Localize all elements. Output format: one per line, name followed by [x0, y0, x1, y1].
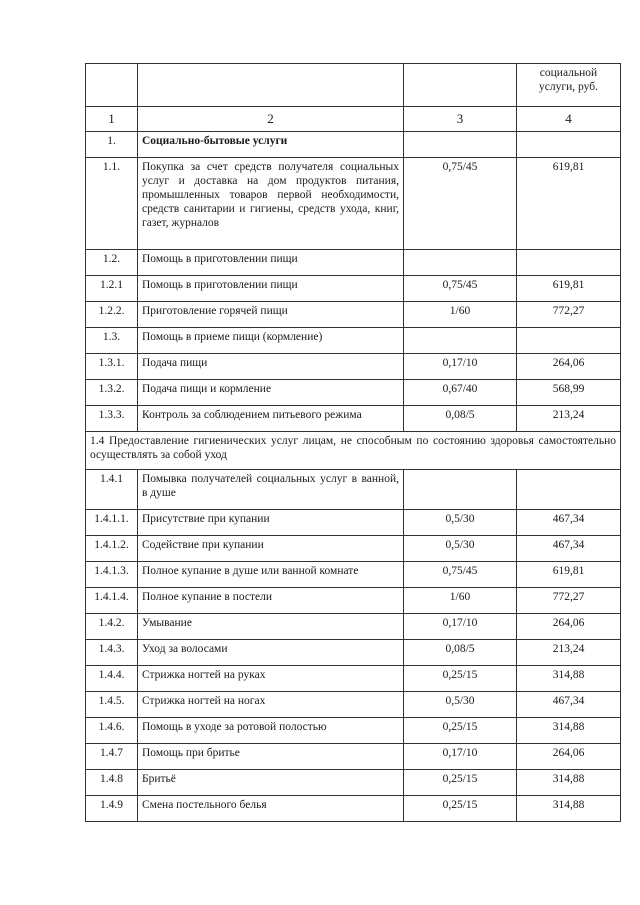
- table-row: [86, 588, 621, 614]
- header-cell-3: [404, 64, 517, 107]
- row-number: 1.4.7: [86, 744, 138, 770]
- table-row: [86, 510, 621, 536]
- service-price: [517, 470, 621, 510]
- service-price: 264,06: [517, 614, 621, 640]
- table-body: [86, 64, 621, 822]
- table-row: [86, 692, 621, 718]
- table-row: [86, 250, 621, 276]
- service-name: Стрижка ногтей на руках: [138, 666, 404, 692]
- service-price: 314,88: [517, 770, 621, 796]
- column-number-1: 1: [86, 107, 138, 132]
- service-name: Содействие при купании: [138, 536, 404, 562]
- table-row: [86, 640, 621, 666]
- service-name: Приготовление горячей пищи: [138, 302, 404, 328]
- table-row: [86, 354, 621, 380]
- service-price: 619,81: [517, 158, 621, 250]
- table-row: [86, 770, 621, 796]
- service-price: [517, 132, 621, 158]
- table-row: [86, 562, 621, 588]
- service-name: Помощь в приготовлении пищи: [138, 276, 404, 302]
- time-norm: 0,17/10: [404, 744, 517, 770]
- service-price: [517, 328, 621, 354]
- time-norm: 0,5/30: [404, 692, 517, 718]
- service-price: 619,81: [517, 562, 621, 588]
- service-name: Контроль за соблюдением питьевого режима: [138, 406, 404, 432]
- section-row: [86, 432, 621, 470]
- service-name: Полное купание в постели: [138, 588, 404, 614]
- service-price: 314,88: [517, 718, 621, 744]
- table-row: [86, 406, 621, 432]
- row-number: 1.4.1.4.: [86, 588, 138, 614]
- service-name: Бритьё: [138, 770, 404, 796]
- row-number: 1.: [86, 132, 138, 158]
- table-row: [86, 536, 621, 562]
- time-norm: 0,25/15: [404, 796, 517, 822]
- service-name: Уход за волосами: [138, 640, 404, 666]
- row-number: 1.3.3.: [86, 406, 138, 432]
- table-row: [86, 718, 621, 744]
- column-number-4: 4: [517, 107, 621, 132]
- service-price: 467,34: [517, 536, 621, 562]
- row-number: 1.4.3.: [86, 640, 138, 666]
- row-number: 1.3.1.: [86, 354, 138, 380]
- table-row: [86, 470, 621, 510]
- time-norm: 0,08/5: [404, 406, 517, 432]
- time-norm: 0,25/15: [404, 770, 517, 796]
- row-number: 1.4.1.2.: [86, 536, 138, 562]
- service-price: 467,34: [517, 692, 621, 718]
- table-row: [86, 132, 621, 158]
- table-row: [86, 276, 621, 302]
- service-price: 467,34: [517, 510, 621, 536]
- section-heading: 1.4 Предоставление гигиенических услуг лицам, не способным по состоянию здоровья самостоятельно осуществлять за собой уход: [86, 432, 621, 470]
- time-norm: 0,5/30: [404, 510, 517, 536]
- service-price: 568,99: [517, 380, 621, 406]
- service-name: Подача пищи и кормление: [138, 380, 404, 406]
- time-norm: 0,5/30: [404, 536, 517, 562]
- time-norm: 0,75/45: [404, 276, 517, 302]
- service-price: 213,24: [517, 640, 621, 666]
- service-name: Помощь в уходе за ротовой полостью: [138, 718, 404, 744]
- service-name: Покупка за счет средств получателя социальных услуг и доставка на дом продуктов питания, промышленных товаров первой необходимости, средств санитарии и гигиены, средств ухода, книг, газет, журналов: [138, 158, 404, 250]
- row-number: 1.3.2.: [86, 380, 138, 406]
- table-row: [86, 328, 621, 354]
- service-name: Подача пищи: [138, 354, 404, 380]
- service-name: Полное купание в душе или ванной комнате: [138, 562, 404, 588]
- row-number: 1.4.2.: [86, 614, 138, 640]
- time-norm: 0,67/40: [404, 380, 517, 406]
- service-price: 619,81: [517, 276, 621, 302]
- service-price: 314,88: [517, 666, 621, 692]
- column-number-row: [86, 107, 621, 132]
- header-cell-4: социальной услуги, руб.: [517, 64, 621, 107]
- services-table: [85, 63, 621, 822]
- row-number: 1.4.1.1.: [86, 510, 138, 536]
- service-name: Помывка получателей социальных услуг в ванной, в душе: [138, 470, 404, 510]
- time-norm: 0,25/15: [404, 666, 517, 692]
- service-price: 264,06: [517, 354, 621, 380]
- table-row: [86, 796, 621, 822]
- service-price: [517, 250, 621, 276]
- time-norm: 0,17/10: [404, 614, 517, 640]
- table-row: [86, 614, 621, 640]
- table-row: [86, 666, 621, 692]
- row-number: 1.4.8: [86, 770, 138, 796]
- time-norm: 0,25/15: [404, 718, 517, 744]
- row-number: 1.4.5.: [86, 692, 138, 718]
- time-norm: [404, 328, 517, 354]
- service-name: Помощь в приготовлении пищи: [138, 250, 404, 276]
- service-name: Помощь в приеме пищи (кормление): [138, 328, 404, 354]
- service-price: 213,24: [517, 406, 621, 432]
- time-norm: 0,75/45: [404, 158, 517, 250]
- row-number: 1.4.1.3.: [86, 562, 138, 588]
- row-number: 1.2.: [86, 250, 138, 276]
- table-row: [86, 302, 621, 328]
- table-row: [86, 158, 621, 250]
- row-number: 1.4.1: [86, 470, 138, 510]
- row-number: 1.4.9: [86, 796, 138, 822]
- column-number-2: 2: [138, 107, 404, 132]
- time-norm: 0,17/10: [404, 354, 517, 380]
- service-name: Социально-бытовые услуги: [138, 132, 404, 158]
- row-number: 1.2.2.: [86, 302, 138, 328]
- service-price: 264,06: [517, 744, 621, 770]
- service-name: Стрижка ногтей на ногах: [138, 692, 404, 718]
- time-norm: 1/60: [404, 588, 517, 614]
- column-number-3: 3: [404, 107, 517, 132]
- service-name: Умывание: [138, 614, 404, 640]
- time-norm: [404, 470, 517, 510]
- service-name: Присутствие при купании: [138, 510, 404, 536]
- row-number: 1.2.1: [86, 276, 138, 302]
- row-number: 1.4.4.: [86, 666, 138, 692]
- time-norm: 0,08/5: [404, 640, 517, 666]
- row-number: 1.1.: [86, 158, 138, 250]
- service-price: 314,88: [517, 796, 621, 822]
- table-row: [86, 744, 621, 770]
- row-number: 1.4.6.: [86, 718, 138, 744]
- service-name: Смена постельного белья: [138, 796, 404, 822]
- time-norm: 0,75/45: [404, 562, 517, 588]
- row-number: 1.3.: [86, 328, 138, 354]
- service-price: 772,27: [517, 302, 621, 328]
- time-norm: [404, 250, 517, 276]
- header-cell-1: [86, 64, 138, 107]
- header-continuation-row: [86, 64, 621, 107]
- time-norm: [404, 132, 517, 158]
- header-cell-2: [138, 64, 404, 107]
- time-norm: 1/60: [404, 302, 517, 328]
- service-name: Помощь при бритье: [138, 744, 404, 770]
- service-price: 772,27: [517, 588, 621, 614]
- table-row: [86, 380, 621, 406]
